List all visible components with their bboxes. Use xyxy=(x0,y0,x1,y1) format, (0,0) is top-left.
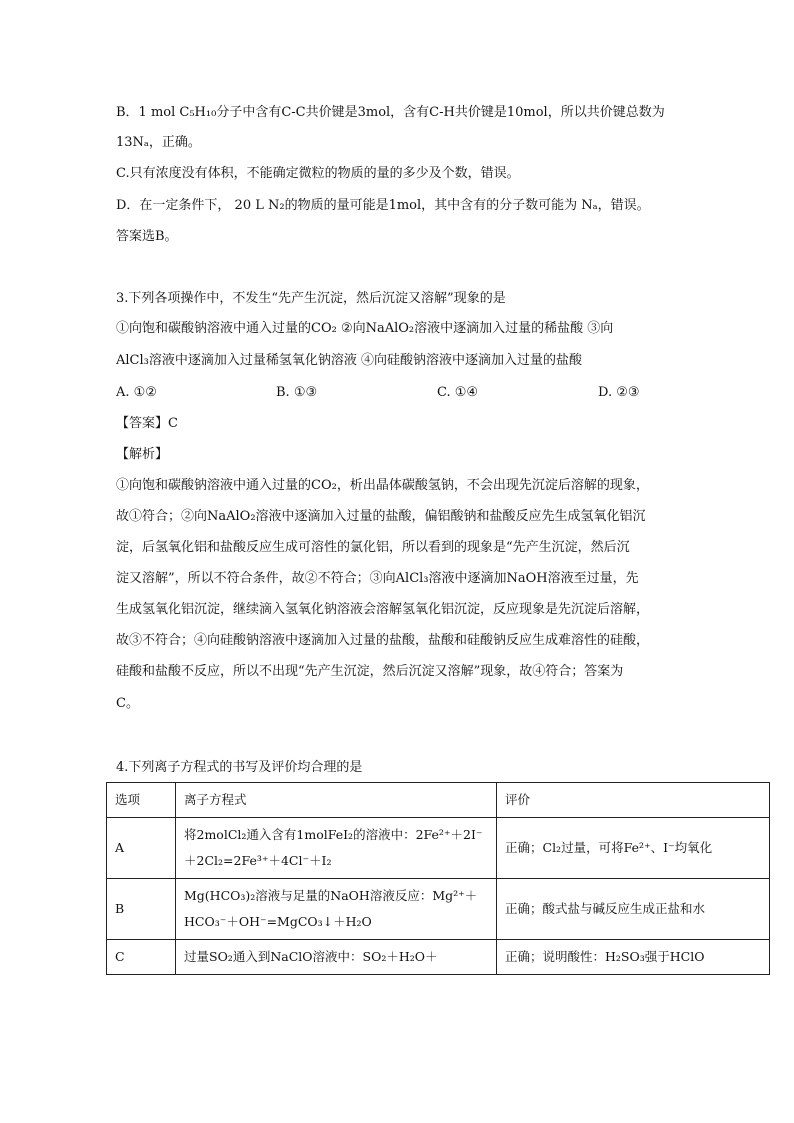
header-equation: 离子方程式 xyxy=(176,783,497,818)
q3-option-d: D. ②③ xyxy=(598,385,640,400)
equation-line: ＋2Cl₂=2Fe³⁺＋4Cl⁻＋I₂ xyxy=(184,853,332,868)
equation-line: Mg(HCO₃)₂溶液与足量的NaOH溶液反应：Mg²⁺＋ xyxy=(184,888,478,903)
row-equation xyxy=(176,940,497,975)
table-row xyxy=(107,879,770,940)
row-evaluation: 正确；说明酸性：H₂SO₃强于HClO xyxy=(497,940,770,975)
header-evaluation: 评价 xyxy=(497,783,770,818)
row-option: B xyxy=(107,879,176,940)
row-option: A xyxy=(107,818,176,879)
header-option: 选项 xyxy=(107,783,176,818)
row-option: C xyxy=(107,940,176,975)
q3-option-a: A. ①② xyxy=(116,385,157,400)
q3-analysis-title: 【解析】 xyxy=(116,447,169,462)
option-d-explanation: D．在一定条件下， 20 L N₂的物质的量可能是1mol，其中含有的分子数可能为 Nₐ，错误。 xyxy=(116,198,650,213)
q3-answer: 【答案】C xyxy=(116,416,178,431)
q3-stem: 3.下列各项操作中，不发生“先产生沉淀，然后沉淀又溶解”现象的是 xyxy=(116,291,506,306)
row-equation xyxy=(176,879,497,940)
q4-table xyxy=(106,782,770,975)
q3-option-c: C. ①④ xyxy=(437,385,479,400)
row-evaluation: 正确；酸式盐与碱反应生成正盐和水 xyxy=(497,879,770,940)
q4-stem: 4.下列离子方程式的书写及评价均合理的是 xyxy=(116,760,363,775)
q3-analysis-line: 故③不符合；④向硅酸钠溶液中逐滴加入过量的盐酸，盐酸和硅酸钠反应生成难溶性的硅酸， xyxy=(116,633,650,648)
q3-option-b: B. ①③ xyxy=(276,385,318,400)
q3-analysis-line: 故①符合；②向NaAlO₂溶液中逐滴加入过量的盐酸，偏铝酸钠和盐酸反应先生成氢氧化铝沉 xyxy=(116,509,646,524)
q3-analysis-line: 硅酸和盐酸不反应，所以不出现“先产生沉淀，然后沉淀又溶解”现象，故④符合；答案为 xyxy=(116,664,624,679)
q3-analysis-line: 淀又溶解”，所以不符合条件，故②不符合；③向AlCl₃溶液中逐滴加NaOH溶液至过量，先 xyxy=(116,571,639,586)
option-c-explanation: C.只有浓度没有体积，不能确定微粒的物质的量的多少及个数，错误。 xyxy=(116,166,520,181)
row-evaluation: 正确；Cl₂过量，可将Fe²⁺、I⁻均氧化 xyxy=(497,818,770,879)
q3-analysis-line: 生成氢氧化铝沉淀，继续滴入氢氧化钠溶液会溶解氢氧化铝沉淀，反应现象是先沉淀后溶解， xyxy=(116,602,650,617)
row-equation xyxy=(176,818,497,879)
q3-analysis-line: 淀，后氢氧化铝和盐酸反应生成可溶性的氯化铝，所以看到的现象是“先产生沉淀，然后沉 xyxy=(116,540,630,555)
q3-analysis-line: ①向饱和碳酸钠溶液中通入过量的CO₂，析出晶体碳酸氢钠，不会出现先沉淀后溶解的现象， xyxy=(116,478,649,493)
option-b-explanation-line2: 13Nₐ，正确。 xyxy=(116,135,201,150)
answer-conclusion: 答案选B。 xyxy=(116,229,178,244)
equation-line: HCO₃⁻＋OH⁻=MgCO₃↓＋H₂O xyxy=(184,914,372,929)
table-header-row xyxy=(107,783,770,818)
equation-line: 过量SO₂通入到NaClO溶液中：SO₂＋H₂O＋ xyxy=(184,949,438,964)
q3-operations-line2: AlCl₃溶液中逐滴加入过量稀氢氧化钠溶液 ④向硅酸钠溶液中逐滴加入过量的盐酸 xyxy=(116,353,582,368)
equation-line: 将2molCl₂通入含有1molFeI₂的溶液中：2Fe²⁺＋2I⁻ xyxy=(184,827,483,842)
table-row xyxy=(107,940,770,975)
table-row xyxy=(107,818,770,879)
q3-operations-line1: ①向饱和碳酸钠溶液中通入过量的CO₂ ②向NaAlO₂溶液中逐滴加入过量的稀盐酸 ③向 xyxy=(116,321,614,336)
q3-analysis-line: C。 xyxy=(116,696,139,711)
option-b-explanation-line1: B．1 mol C₅H₁₀分子中含有C-C共价键是3mol，含有C-H共价键是10mol，所以共价键总数为 xyxy=(116,105,665,120)
